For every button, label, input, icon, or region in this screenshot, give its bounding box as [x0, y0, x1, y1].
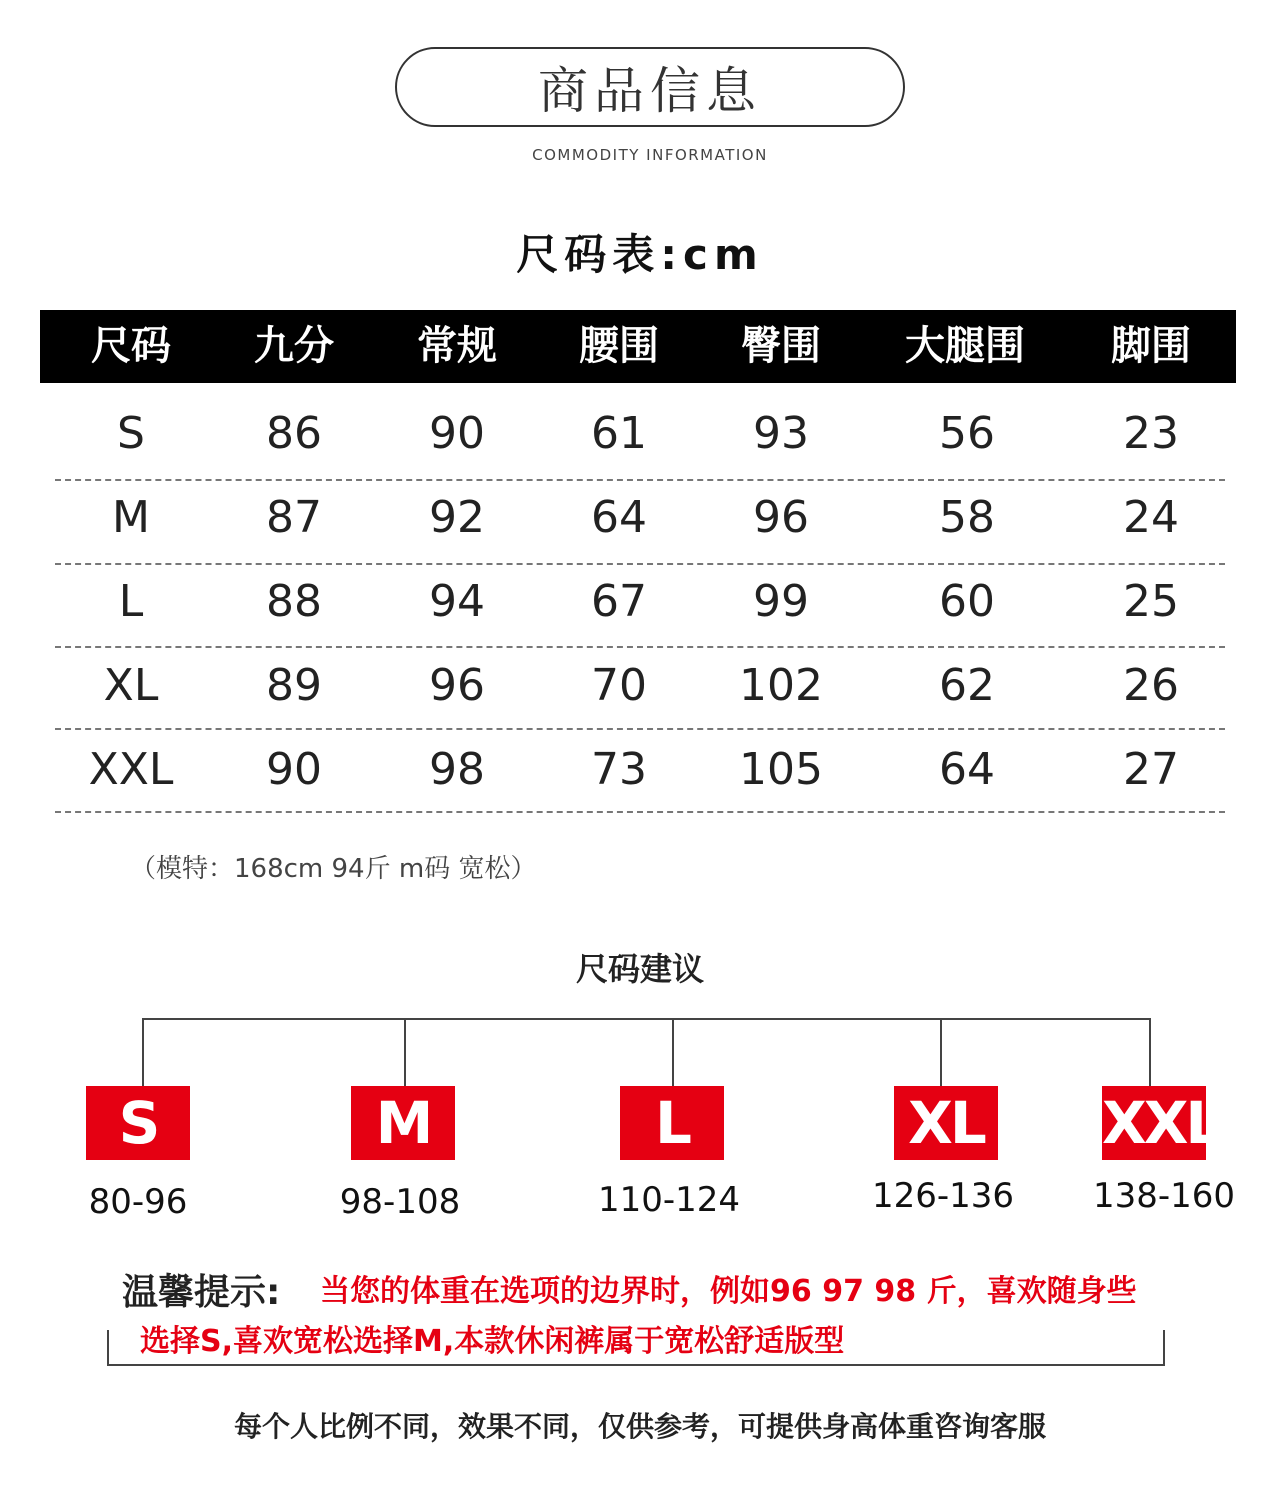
table-cell: 93	[753, 408, 809, 459]
table-cell: 102	[739, 660, 823, 711]
table-cell: 86	[266, 408, 322, 459]
connector-line	[672, 1018, 674, 1086]
table-cell: 94	[429, 576, 485, 627]
tip-text-line1: 当您的体重在选项的边界时，例如96 97 98 斤，喜欢随身些	[320, 1274, 1137, 1309]
table-cell: 90	[266, 744, 322, 795]
table-cell: XXL	[88, 744, 174, 795]
tip-label: 温馨提示:	[122, 1272, 281, 1313]
table-cell: 56	[939, 408, 995, 459]
size-badge-xl: XL	[894, 1086, 998, 1160]
table-cell: 88	[266, 576, 322, 627]
footer-note: 每个人比例不同，效果不同，仅供参考，可提供身高体重咨询客服	[233, 1410, 1046, 1443]
table-cell: 24	[1123, 492, 1179, 543]
model-note: （模特：168cm 94斤 m码 宽松）	[130, 854, 537, 884]
column-header: 九分	[254, 323, 334, 369]
table-cell: M	[112, 492, 150, 543]
column-header: 常规	[417, 323, 497, 369]
size-badge-m: M	[351, 1086, 455, 1160]
column-header: 腰围	[579, 323, 659, 369]
table-cell: 89	[266, 660, 322, 711]
weight-range: 126-136	[871, 1176, 1015, 1216]
table-row	[0, 392, 1280, 476]
size-table-title: 尺码表:cm	[516, 230, 764, 279]
table-cell: 60	[939, 576, 995, 627]
table-row	[0, 728, 1280, 812]
column-header: 大腿围	[905, 323, 1025, 369]
table-cell: 99	[753, 576, 809, 627]
table-cell: 105	[739, 744, 823, 795]
table-cell: 67	[591, 576, 647, 627]
table-cell: S	[117, 408, 145, 459]
table-row	[0, 476, 1280, 560]
table-cell: 96	[753, 492, 809, 543]
header-title: 商品信息	[538, 62, 762, 120]
header-pill	[395, 47, 905, 127]
size-badge-xxl: XXL	[1102, 1086, 1206, 1160]
table-cell: 58	[939, 492, 995, 543]
table-cell: 23	[1123, 408, 1179, 459]
table-cell: 92	[429, 492, 485, 543]
row-divider	[55, 811, 1225, 813]
connector-line	[142, 1018, 144, 1086]
size-badge-l: L	[620, 1086, 724, 1160]
table-cell: L	[118, 576, 144, 627]
table-cell: 26	[1123, 660, 1179, 711]
table-row	[0, 644, 1280, 728]
table-cell: 61	[591, 408, 647, 459]
table-row	[0, 560, 1280, 644]
table-cell: XL	[103, 660, 159, 711]
table-cell: 27	[1123, 744, 1179, 795]
weight-range: 98-108	[339, 1182, 461, 1222]
weight-range: 138-160	[1092, 1176, 1236, 1216]
weight-range: 110-124	[597, 1180, 741, 1220]
table-cell: 25	[1123, 576, 1179, 627]
connector-line	[143, 1018, 1151, 1020]
table-cell: 73	[591, 744, 647, 795]
table-cell: 70	[591, 660, 647, 711]
connector-line	[1149, 1018, 1151, 1086]
column-header: 臀围	[741, 323, 821, 369]
table-cell: 62	[939, 660, 995, 711]
tip-text-line2: 选择S,喜欢宽松选择M,本款休闲裤属于宽松舒适版型	[140, 1324, 845, 1359]
connector-line	[404, 1018, 406, 1086]
table-cell: 64	[591, 492, 647, 543]
column-header: 脚围	[1111, 323, 1191, 369]
size-badge-s: S	[86, 1086, 190, 1160]
connector-line	[940, 1018, 942, 1086]
table-cell: 87	[266, 492, 322, 543]
header-subtitle: COMMODITY INFORMATION	[532, 146, 768, 164]
table-cell: 90	[429, 408, 485, 459]
size-table-header	[40, 310, 1236, 383]
table-cell: 64	[939, 744, 995, 795]
table-cell: 96	[429, 660, 485, 711]
column-header: 尺码	[91, 323, 171, 369]
weight-range: 80-96	[88, 1182, 188, 1222]
table-cell: 98	[429, 744, 485, 795]
size-suggestion-title: 尺码建议	[575, 950, 704, 988]
